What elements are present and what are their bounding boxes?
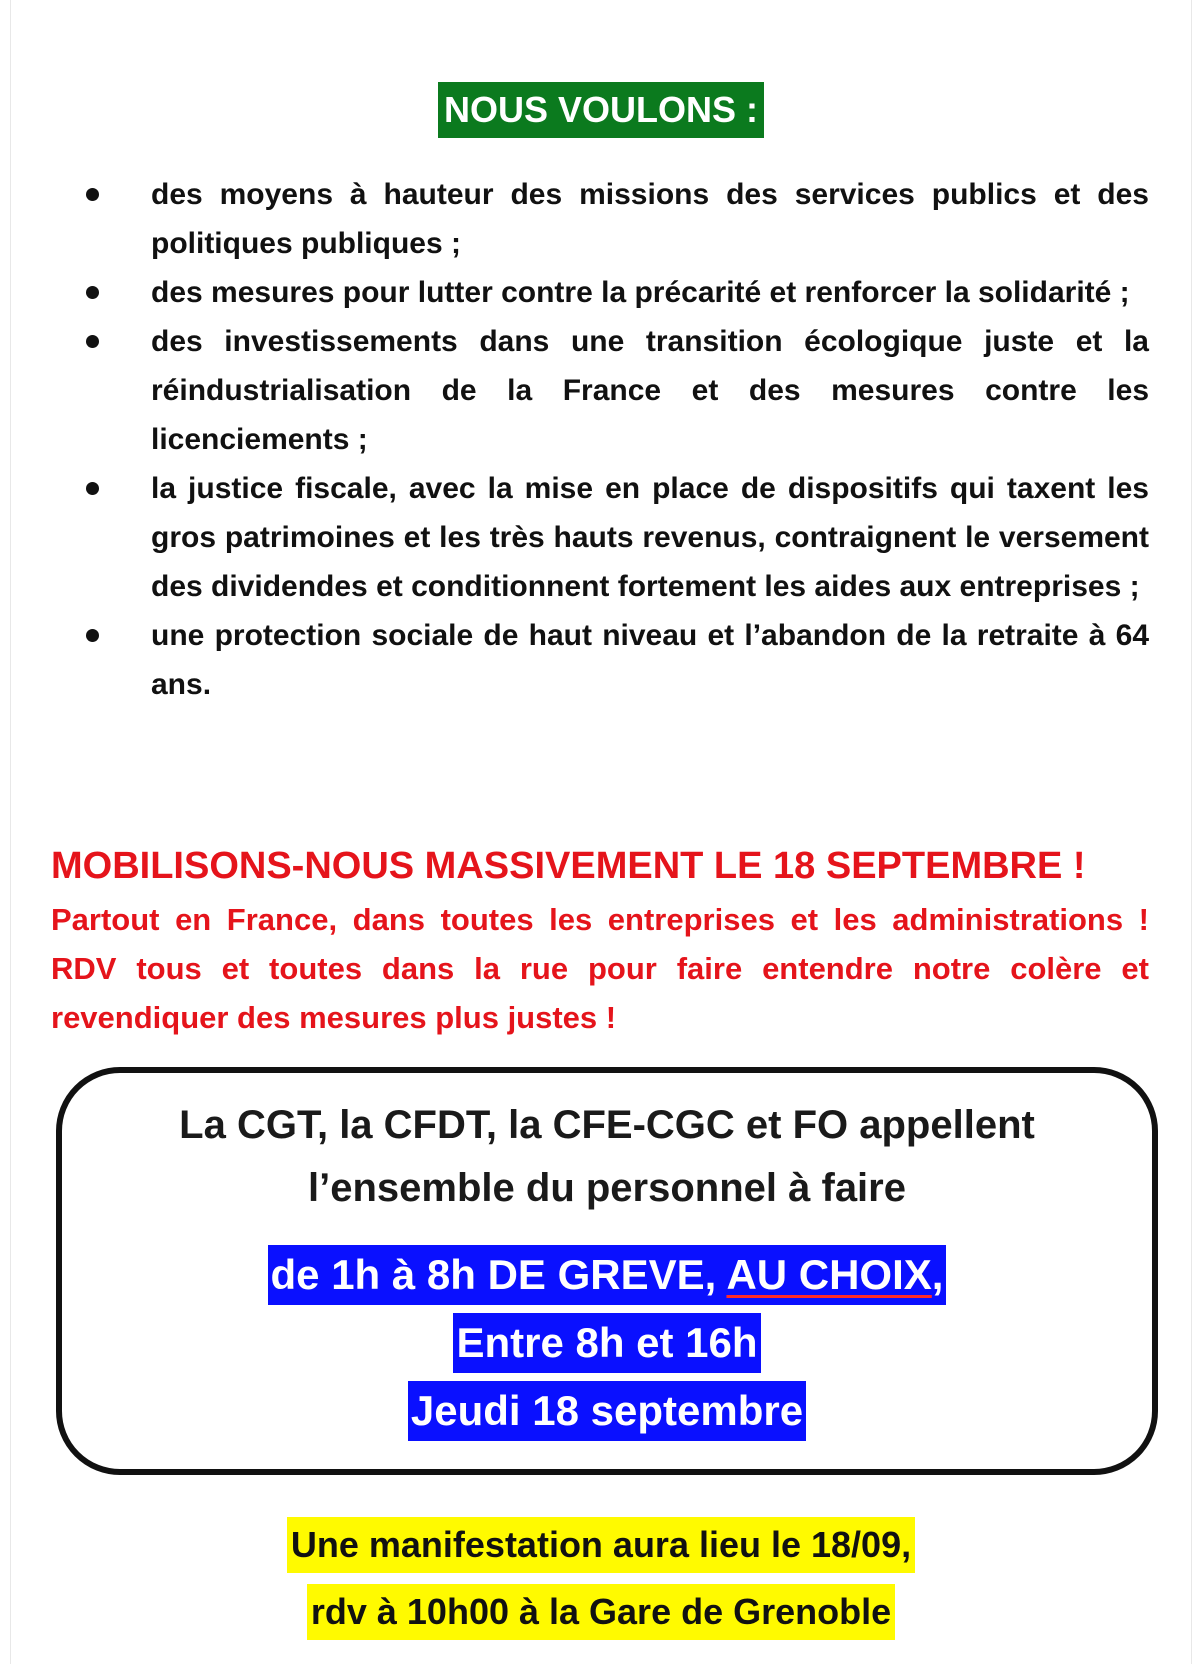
demand-text: la justice fiscale, avec la mise en place de dispositifs qui taxent les gros patrimoines et les très hauts revenus, contraignent le versement des dividendes et conditionnent fortement les aides aux entreprises ; — [151, 472, 1149, 603]
list-item — [81, 268, 1149, 317]
strike-hours-row — [62, 1245, 1152, 1305]
strike-hours-highlight — [268, 1245, 947, 1305]
bullet-icon — [86, 629, 99, 642]
demand-text: une protection sociale de haut niveau et l’abandon de la retraite à 64 ans. — [151, 619, 1149, 701]
heading-row — [1, 82, 1200, 138]
bullet-icon — [86, 286, 99, 299]
strike-choice: AU CHOIX — [726, 1251, 932, 1298]
demand-text: des investissements dans une transition écologique juste et la réindustrialisation de la France et des mesures contre les licenciements ; — [151, 325, 1149, 456]
strike-call-box — [56, 1067, 1158, 1475]
manifestation-row-2 — [1, 1584, 1200, 1640]
mobilisation-title: MOBILISONS-NOUS MASSIVEMENT LE 18 SEPTEMBRE ! — [51, 845, 1086, 887]
flyer-page — [10, 0, 1192, 1664]
list-item — [81, 464, 1149, 611]
mobilisation-body: Partout en France, dans toutes les entreprises et les administrations ! RDV tous et toutes dans la rue pour faire entendre notre colère et revendiquer des mesures plus justes ! — [51, 902, 1149, 1035]
list-item — [81, 317, 1149, 464]
demand-text: des mesures pour lutter contre la précarité et renforcer la solidarité ; — [151, 276, 1130, 309]
strike-prefix: de 1h à 8h DE GREVE, — [270, 1251, 727, 1298]
strike-window-row — [62, 1313, 1152, 1373]
bullet-icon — [86, 188, 99, 201]
demand-text: des moyens à hauteur des missions des services publics et des politiques publiques ; — [151, 178, 1149, 260]
strike-window: Entre 8h et 16h — [453, 1313, 760, 1373]
list-item — [81, 611, 1149, 709]
box-line-unions: La CGT, la CFDT, la CFE-CGC et FO appellent — [179, 1103, 1035, 1147]
demands-list — [81, 170, 1149, 709]
manifestation-line-2: rdv à 10h00 à la Gare de Grenoble — [307, 1584, 895, 1640]
strike-date: Jeudi 18 septembre — [408, 1381, 806, 1441]
strike-suffix: , — [931, 1251, 944, 1298]
heading-title: NOUS VOULONS : — [438, 82, 764, 138]
manifestation-line-1: Une manifestation aura lieu le 18/09, — [287, 1517, 915, 1573]
box-line-personnel: l’ensemble du personnel à faire — [308, 1166, 906, 1210]
bullet-icon — [86, 482, 99, 495]
bullet-icon — [86, 335, 99, 348]
manifestation-row-1 — [1, 1517, 1200, 1573]
strike-date-row — [62, 1381, 1152, 1441]
list-item — [81, 170, 1149, 268]
